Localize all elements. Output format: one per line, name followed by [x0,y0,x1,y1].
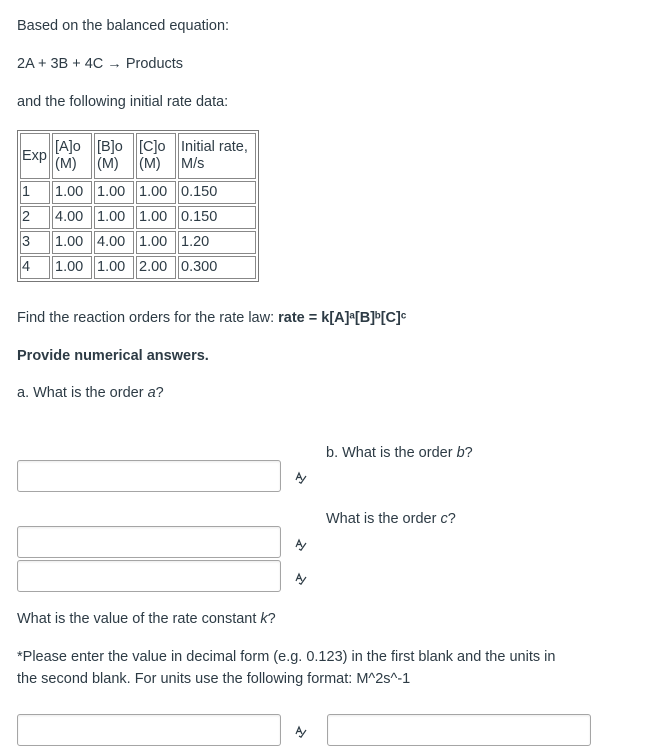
header-c-top: [C]o [139,139,166,155]
cell-b: 1.00 [94,206,134,229]
question-a-mark: ? [155,385,164,401]
cell-c: 1.00 [136,231,176,254]
spellcheck-icon[interactable] [293,470,307,484]
question-a-text: a. What is the order [17,385,148,401]
question-order-c [326,511,456,527]
cell-exp: 2 [20,206,50,229]
rate-data-table [17,130,259,282]
cell-exp: 4 [20,256,50,279]
header-b-top: [B]o [97,139,123,155]
intro-rate-data: and the following initial rate data: [17,94,229,110]
header-a-unit: (M) [55,156,77,172]
intro-line: Based on the balanced equation: [17,18,230,34]
rate-constant-value-input[interactable] [17,714,281,746]
cell-rate: 0.150 [178,181,256,204]
header-b [94,133,134,179]
cell-rate: 0.300 [178,256,256,279]
cell-a: 1.00 [52,231,92,254]
cell-rate: 0.150 [178,206,256,229]
cell-exp: 1 [20,181,50,204]
question-b-var: b [456,445,465,461]
units-note-line2: the second blank. For units use the following format: M^2s^-1 [17,671,411,687]
question-rate-constant [17,611,276,627]
header-a-top: [A]o [55,139,81,155]
header-exp: Exp [20,133,50,179]
cell-c: 1.00 [136,181,176,204]
cell-exp: 3 [20,231,50,254]
cell-rate: 1.20 [178,231,256,254]
cell-c: 1.00 [136,206,176,229]
balanced-equation: 2A + 3B + 4C → Products [17,56,184,72]
spellcheck-icon[interactable] [293,724,307,738]
header-rate [178,133,256,179]
cell-b: 4.00 [94,231,134,254]
header-c [136,133,176,179]
question-k-var: k [260,611,268,627]
header-c-unit: (M) [139,156,161,172]
table-row [20,256,256,279]
order-c-input[interactable] [17,560,281,592]
table-row [20,231,256,254]
header-rate-unit: M/s [181,156,205,172]
rate-constant-units-input[interactable] [327,714,591,746]
question-k-text: What is the value of the rate constant [17,611,261,627]
cell-b: 1.00 [94,256,134,279]
question-c-mark: ? [447,511,456,527]
rate-law-instruction [17,310,406,326]
header-a [52,133,92,179]
question-b-mark: ? [464,445,473,461]
cell-c: 2.00 [136,256,176,279]
question-c-text: What is the order [326,511,441,527]
rate-law-prefix: Find the reaction orders for the rate law: [17,310,279,326]
table-row [20,181,256,204]
question-a-var: a [147,385,156,401]
header-b-unit: (M) [97,156,119,172]
units-note-line1: *Please enter the value in decimal form (e.g. 0.123) in the first blank and the units in [17,649,556,665]
cell-a: 1.00 [52,256,92,279]
question-order-b [326,445,473,461]
spellcheck-icon[interactable] [293,571,307,585]
table-row [20,206,256,229]
cell-a: 4.00 [52,206,92,229]
table-header-row [20,133,256,179]
order-a-input[interactable] [17,460,281,492]
question-order-a [17,385,164,401]
question-k-mark: ? [267,611,276,627]
numerical-instruction: Provide numerical answers. [17,348,209,364]
rate-law-expression: rate = k[A]ᵃ[B]ᵇ[C]ᶜ [278,310,407,326]
order-b-input[interactable] [17,526,281,558]
cell-a: 1.00 [52,181,92,204]
question-b-text: b. What is the order [326,445,457,461]
header-rate-top: Initial rate, [181,139,248,155]
cell-b: 1.00 [94,181,134,204]
spellcheck-icon[interactable] [293,537,307,551]
question-c-var: c [440,511,448,527]
